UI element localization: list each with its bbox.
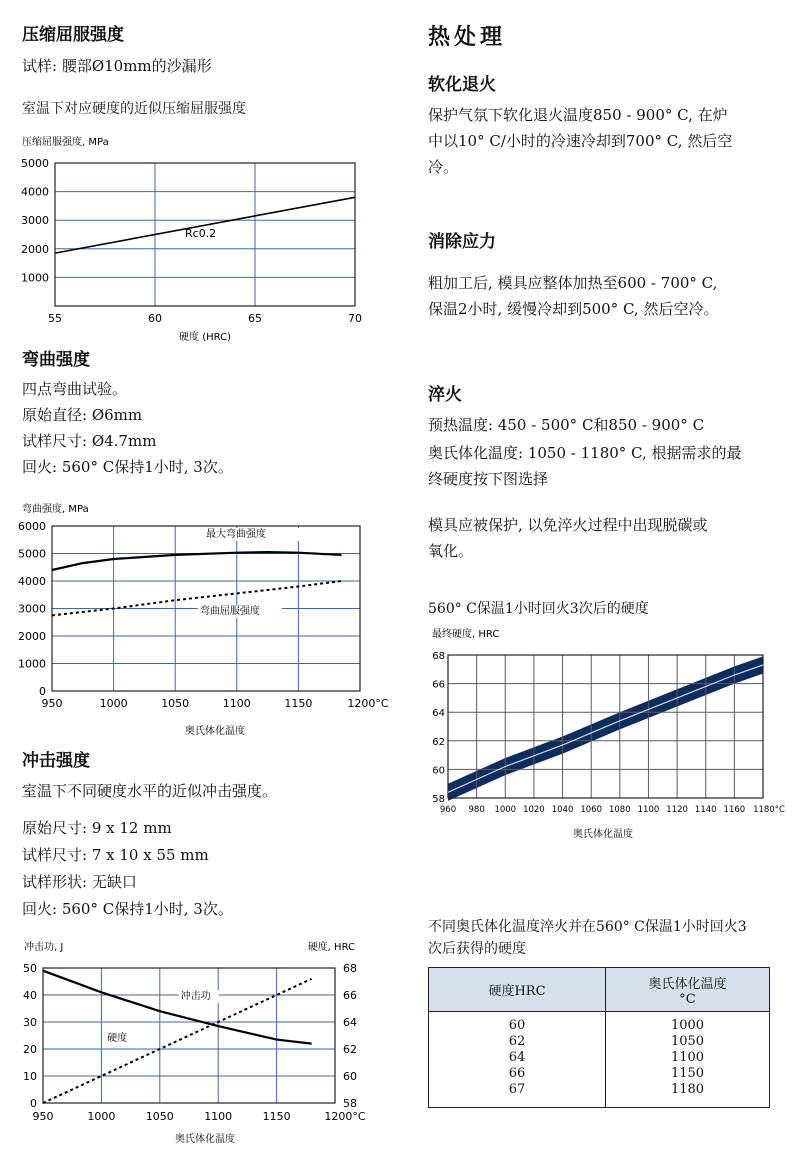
- bend-line-4: 回火: 560° C保持1小时, 3次。: [22, 458, 233, 476]
- series-line-rc02: [55, 197, 355, 253]
- y-tick-label: 3000: [18, 602, 46, 616]
- x-tick-label: 1040: [551, 805, 574, 815]
- x-tick-label: 1180°C: [753, 805, 785, 815]
- x-tick-label: 1000: [99, 697, 128, 710]
- y-tick-label: 2000: [21, 242, 49, 256]
- y-tick-label: 6000: [18, 520, 46, 533]
- y-tick-label: 60: [432, 765, 445, 777]
- series-label-hardness: 硬度: [107, 1032, 128, 1044]
- y-left-tick-label: 20: [23, 1043, 37, 1056]
- x-tick-label: 1050: [161, 697, 190, 710]
- y-tick-label: 66: [432, 679, 445, 691]
- hardness-band: [448, 656, 763, 801]
- anneal-line-2: 中以10° C/小时的冷速冷却到700° C, 然后空: [428, 132, 733, 150]
- compress-title: 压缩屈服强度: [22, 25, 124, 45]
- header-temp-unit: °C: [679, 991, 696, 1007]
- y-axis-label: 最终硬度, HRC: [432, 629, 500, 640]
- y-tick-label: 64: [432, 708, 445, 720]
- y-left-tick-label: 30: [23, 1016, 37, 1029]
- bend-chart: [10, 498, 389, 743]
- y-tick-label: 5000: [21, 157, 49, 170]
- x-tick-label: 1100: [222, 697, 251, 710]
- stress-line-1: 粗加工后, 模具应整体加热至600 - 700° C,: [428, 274, 718, 292]
- compress-caption: 室温下对应硬度的近似压缩屈服强度: [22, 101, 246, 117]
- series-line-impact: [43, 971, 312, 1044]
- x-axis-label: 奥氏体化温度: [175, 1134, 235, 1145]
- harden-line-1: 预热温度: 450 - 500° C和850 - 900° C: [428, 416, 705, 434]
- header-hrc: 硬度HRC: [429, 968, 606, 1012]
- y-left-tick-label: 0: [30, 1097, 37, 1110]
- x-tick-label: 950: [32, 1110, 54, 1123]
- bend-line-3: 试样尺寸: Ø4.7mm: [22, 432, 157, 450]
- x-axis-label: 硬度 (HRC): [179, 332, 231, 343]
- impact-title: 冲击强度: [22, 751, 90, 771]
- bend-line-1: 四点弯曲试验。: [22, 380, 128, 398]
- x-tick-label: 980: [468, 805, 485, 815]
- y-right-tick-label: 66: [343, 989, 357, 1002]
- series-label-max-bend: 最大弯曲强度: [206, 529, 266, 540]
- hardness-table: [428, 967, 770, 1108]
- final-hardness-chart: [428, 625, 793, 847]
- series-label-rc02: Rc0.2: [185, 227, 217, 241]
- table-caption-line-1: 不同奥氏体化温度淬火并在560° C保温1小时回火3: [428, 919, 747, 935]
- x-tick-label: 1200°C: [347, 697, 389, 710]
- header-temp-label: 奥氏体化温度: [648, 976, 727, 992]
- anneal-line-1: 保护气氛下软化退火温度850 - 900° C, 在炉: [428, 106, 728, 124]
- impact-chart: [10, 935, 380, 1160]
- anneal-title: 软化退火: [428, 75, 496, 95]
- x-axis-label: 奥氏体化温度: [573, 829, 633, 840]
- protect-line-2: 氧化。: [428, 542, 474, 560]
- impact-line-1: 原始尺寸: 9 x 12 mm: [22, 819, 172, 837]
- y-tick-label: 62: [432, 736, 445, 748]
- harden-title: 淬火: [428, 385, 462, 405]
- x-tick-label: 1020: [523, 805, 545, 815]
- y-tick-label: 1000: [21, 271, 49, 285]
- bend-line-2: 原始直径: Ø6mm: [22, 406, 143, 424]
- y-right-axis-label: 硬度, HRC: [307, 942, 355, 953]
- y-tick-label: 2000: [18, 630, 46, 643]
- y-right-tick-label: 68: [343, 962, 357, 975]
- y-tick-label: 68: [432, 651, 445, 662]
- protect-line-1: 模具应被保护, 以免淬火过程中出现脱碳或: [428, 516, 708, 534]
- x-tick-label: 1000: [494, 805, 517, 815]
- y-left-tick-label: 10: [23, 1070, 37, 1083]
- x-tick-label: 65: [248, 312, 262, 325]
- impact-line-3: 试样形状: 无缺口: [22, 873, 137, 891]
- x-axis-label: 奥氏体化温度: [185, 726, 245, 737]
- x-tick-label: 1060: [580, 805, 603, 815]
- impact-caption: 室温下不同硬度水平的近似冲击强度。: [22, 782, 278, 800]
- x-tick-label: 960: [439, 805, 457, 815]
- series-label-bend-yield: 弯曲屈服强度: [199, 606, 260, 617]
- x-tick-label: 55: [48, 312, 62, 325]
- x-tick-label: 1150: [284, 697, 313, 710]
- impact-line-4: 回火: 560° C保持1小时, 3次。: [22, 900, 233, 918]
- y-axis-label: 压缩屈服强度, MPa: [22, 137, 109, 148]
- table-row: 66 1150: [429, 1066, 770, 1082]
- y-left-tick-label: 50: [23, 962, 37, 975]
- stress-line-2: 保温2小时, 缓慢冷却到500° C, 然后空冷。: [428, 300, 719, 318]
- y-tick-label: 0: [39, 685, 46, 698]
- x-tick-label: 1200°C: [324, 1110, 366, 1123]
- table-caption: [428, 916, 747, 960]
- harden-line-3: 终硬度按下图选择: [428, 470, 549, 488]
- bend-title: 弯曲强度: [22, 350, 90, 370]
- x-tick-label: 1120: [666, 805, 688, 815]
- x-tick-label: 70: [348, 312, 362, 325]
- x-tick-label: 60: [148, 312, 162, 325]
- y-axis-label: 弯曲强度, MPa: [22, 504, 89, 515]
- anneal-line-3: 冷。: [428, 158, 459, 176]
- header-temp: [606, 968, 770, 1012]
- x-tick-label: 1100: [204, 1110, 233, 1123]
- table-row: 67 1180: [429, 1082, 770, 1098]
- x-tick-label: 1150: [262, 1110, 291, 1123]
- x-tick-label: 1160: [723, 805, 746, 815]
- y-left-tick-label: 40: [23, 989, 37, 1002]
- y-left-axis-label: 冲击功, J: [24, 942, 64, 953]
- table-caption-line-2: 次后获得的硬度: [428, 941, 526, 957]
- y-tick-label: 58: [432, 794, 445, 805]
- x-tick-label: 1080: [608, 805, 631, 815]
- compress-specimen: 试样: 腰部Ø10mm的沙漏形: [22, 57, 212, 75]
- table-row: 64 1100: [429, 1050, 770, 1066]
- series-line-hardness: [43, 979, 312, 1103]
- table-row: 60 1000: [429, 1018, 770, 1034]
- stress-title: 消除应力: [428, 232, 496, 252]
- harden-line-2: 奥氏体化温度: 1050 - 1180° C, 根据需求的最: [428, 444, 742, 462]
- impact-line-2: 试样尺寸: 7 x 10 x 55 mm: [22, 846, 209, 864]
- x-tick-label: 950: [41, 697, 63, 710]
- y-right-tick-label: 60: [343, 1070, 357, 1083]
- y-right-tick-label: 58: [343, 1097, 357, 1110]
- x-tick-label: 1100: [637, 805, 660, 815]
- y-tick-label: 1000: [18, 657, 46, 671]
- final-hardness-caption: 560° C保温1小时回火3次后的硬度: [428, 601, 649, 617]
- x-tick-label: 1050: [145, 1110, 174, 1123]
- y-tick-label: 4000: [18, 575, 46, 588]
- heat-treatment-heading: 热处理: [428, 24, 507, 50]
- y-tick-label: 4000: [21, 185, 49, 199]
- y-right-tick-label: 62: [343, 1043, 357, 1056]
- series-label-impact: 冲击功: [180, 991, 211, 1003]
- y-tick-label: 3000: [21, 214, 49, 228]
- y-tick-label: 5000: [18, 547, 46, 561]
- compress-chart: [10, 128, 370, 348]
- table-row: 62 1050: [429, 1034, 770, 1050]
- y-right-tick-label: 64: [343, 1016, 357, 1029]
- x-tick-label: 1140: [694, 805, 717, 815]
- x-tick-label: 1000: [87, 1110, 116, 1123]
